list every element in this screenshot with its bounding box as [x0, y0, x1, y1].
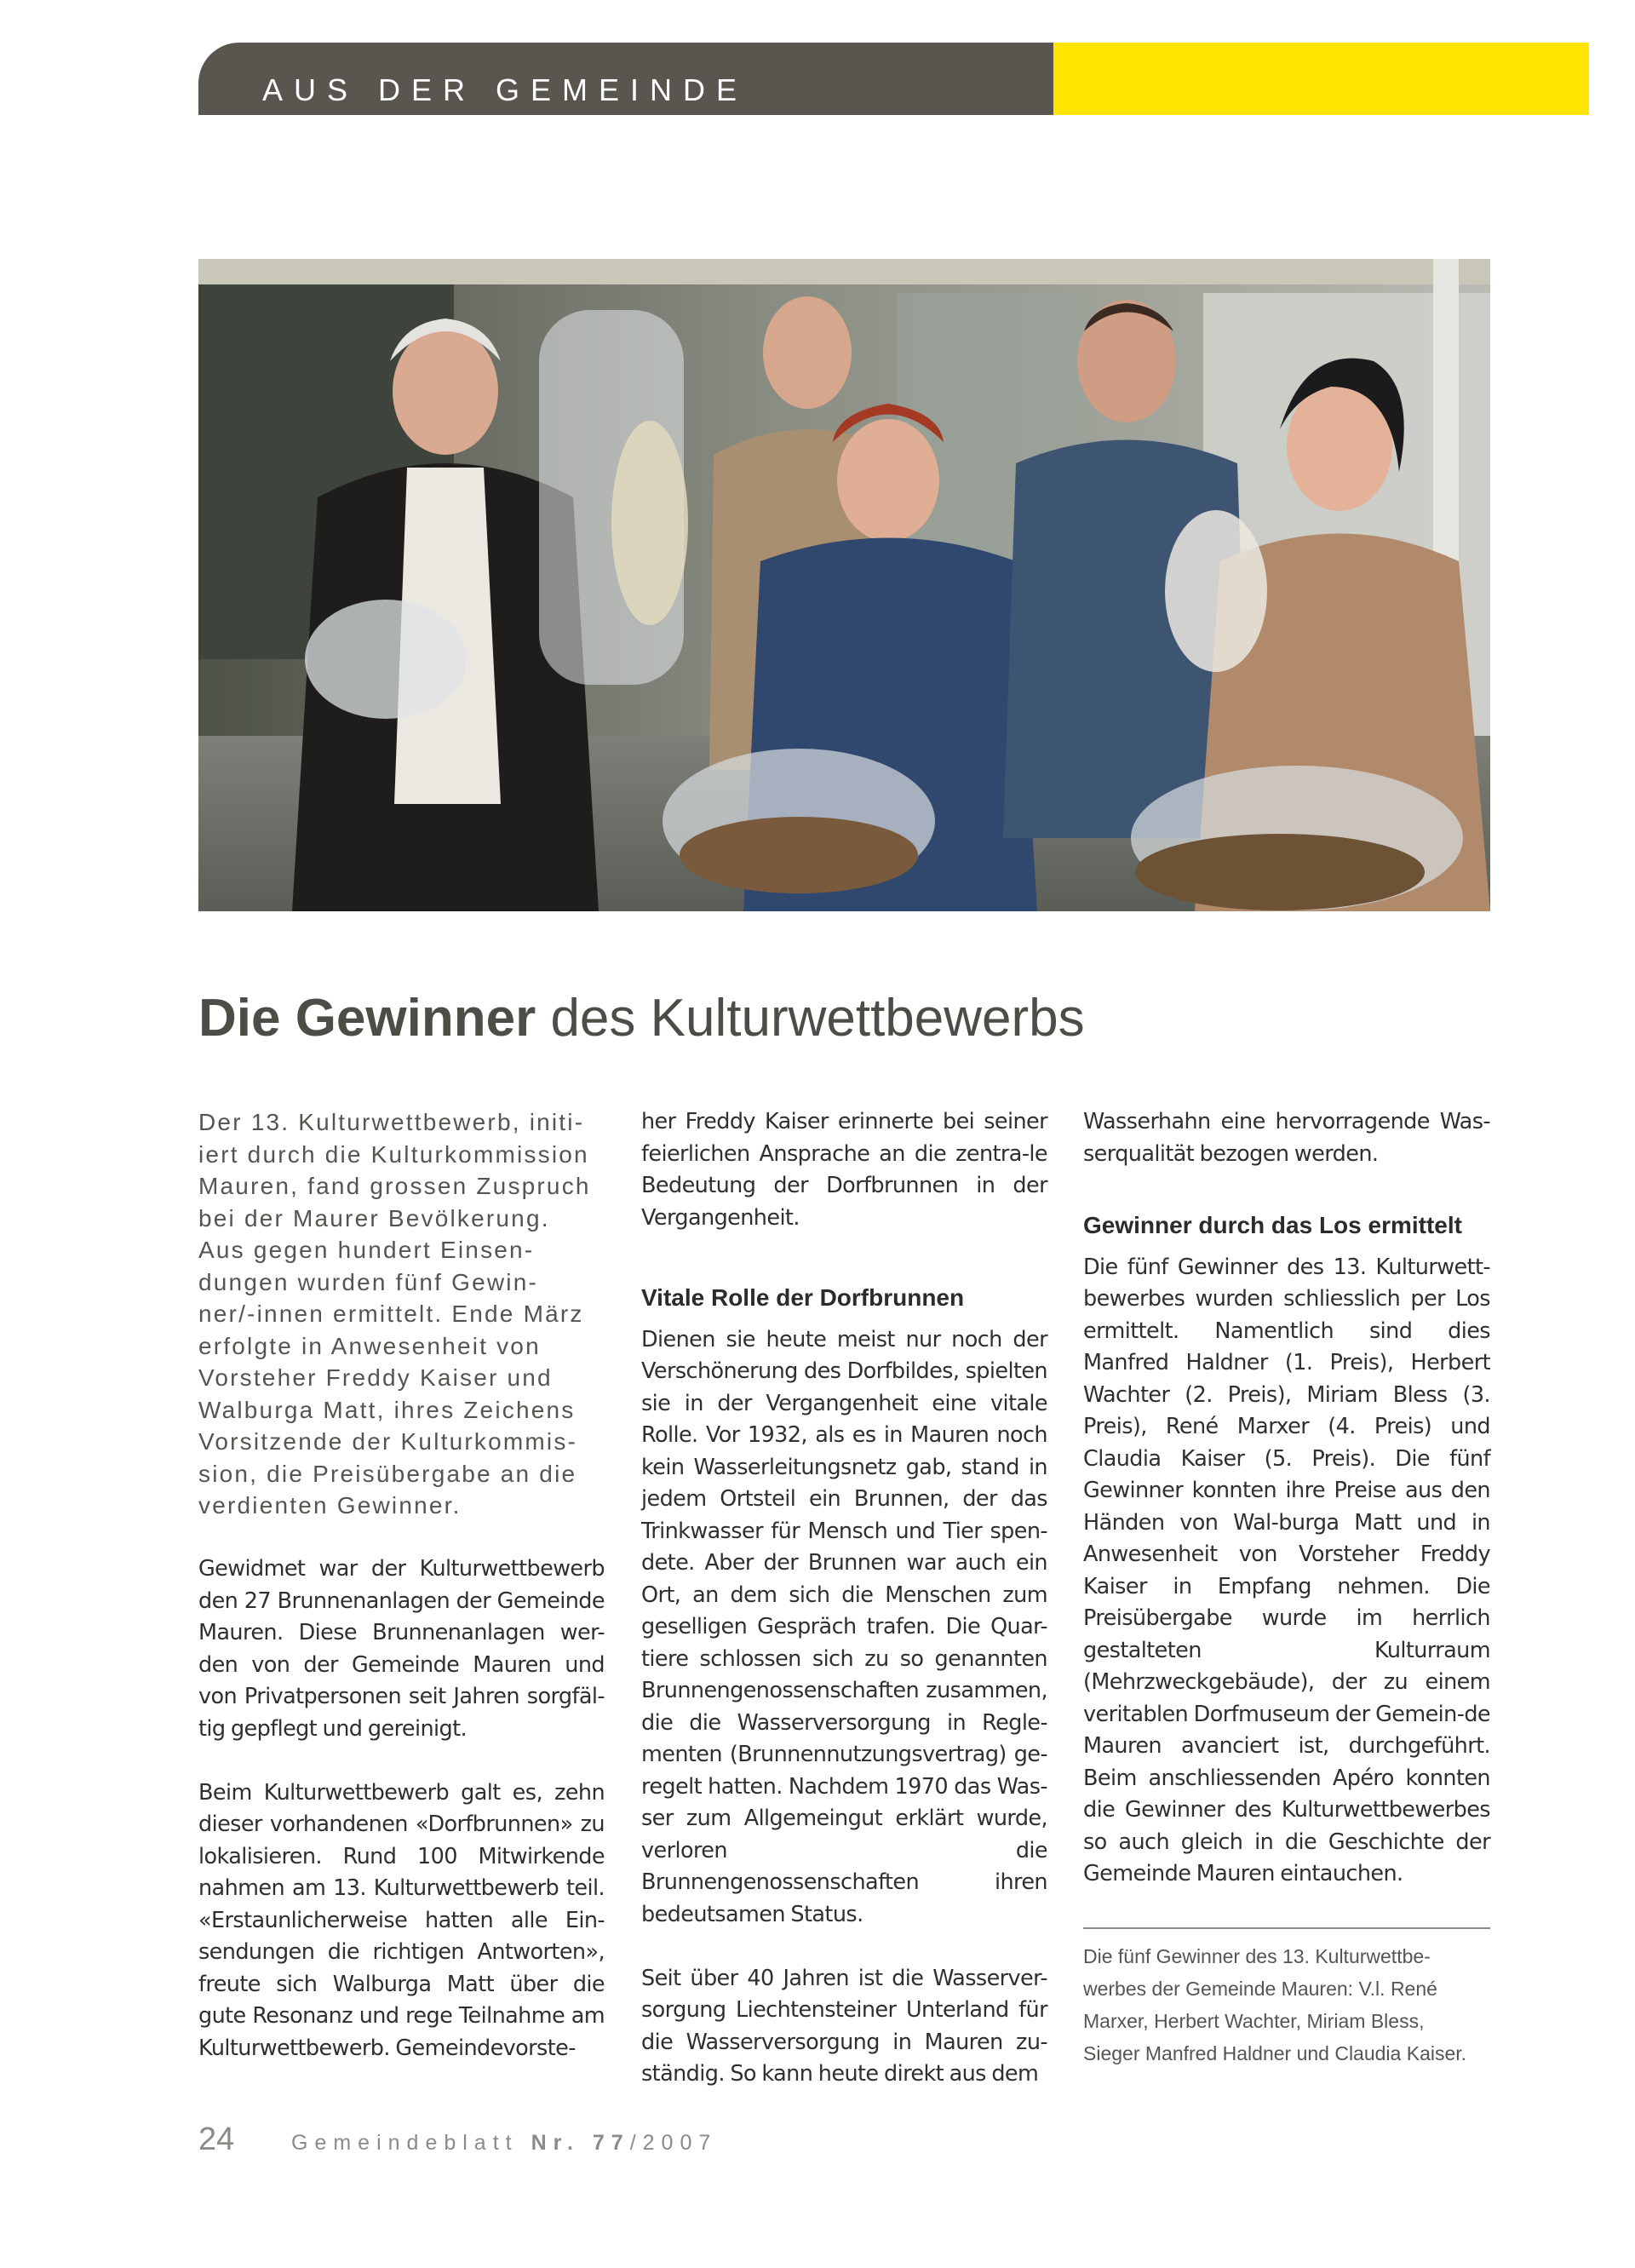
body-paragraph: Seit über 40 Jahren ist die Wasserver-sorgung Liechtensteiner Unterland für die Wasserversorgung in Mauren zu-ständig. So kann heute direkt aus dem: [641, 1965, 1047, 2087]
issue-number: 77: [592, 2131, 630, 2155]
caption-divider: [1083, 1927, 1490, 1929]
body-paragraph: Die fünf Gewinner des 13. Kulturwett-bewerbes wurden schliesslich per Los ermittelt. Namentlich sind dies Manfred Haldner (1. Preis), Herbert Wachter (2. Preis), Miriam Bless (3. Preis), René Marxer (4. Preis) und Claudia Kaiser (5. Preis). Die fünf Gewinner konnten ihre Preise aus den Händen von Wal-burga Matt und in Anwesenheit von Vorsteher Freddy Kaiser in Empfang nehmen. Die Preisübergabe wurde im herrlich gestalteten Kulturraum (Mehrzweckgebäude), der zu einem veritablen Dorfmuseum der Gemein-de Mauren avanciert ist, durchgeführt. Beim anschliessenden Apéro konnten die Gewinner des Kulturwettbewerbes so auch gleich in die Geschichte der Gemeinde Mauren eintauchen.: [1083, 1254, 1490, 1886]
lead-line: Vorsteher Freddy Kaiser und: [198, 1364, 553, 1391]
lead-line: Walburga Matt, ihres Zeichens: [198, 1396, 576, 1423]
page-number: 24: [198, 2122, 235, 2157]
body-paragraph: Wasserhahn eine hervorragende Was-serqualität bezogen werden.: [1083, 1109, 1490, 1167]
section-header-accent: [1053, 43, 1589, 115]
lead-line: Vorsitzende der Kulturkommis-: [198, 1428, 578, 1455]
body-paragraph: Gewidmet war der Kulturwettbewerb den 27 Brunnenanlagen der Gemeinde Mauren. Diese Brunnenanlagen wer-den von der Gemeinde Mauren und von Privatpersonen seit Jahren sorgfäl-tig gepflegt und gereinigt.: [198, 1556, 605, 1742]
issue-year: /2007: [629, 2131, 718, 2155]
body-paragraph: Dienen sie heute meist nur noch der Verschönerung des Dorfbildes, spielten sie in der Vergangenheit eine vitale Rolle. Vor 1932, als es in Mauren noch kein Wasserleitungsnetz gab, stand in jedem Ortsteil ein Brunnen, der das Trinkwasser für Mensch und Tier spen-dete. Aber der Brunnen war auch ein Ort, an dem sich die Menschen zum geselligen Gespräch trafen. Die Quar-tiere schlossen sich zu so genannten Brunnengenossenschaften zusammen, die die Wasserversorgung in Regle-menten (Brunnennutzungsvertrag) ge-regelt hatten. Nachdem 1970 das Was-ser zum Allgemeingut erklärt wurde, verloren die Brunnengenossenschaften ihren bedeutsamen Status.: [641, 1326, 1047, 1927]
headline-rest: des Kulturwettbewerbs: [550, 989, 1085, 1048]
article-headline: [198, 986, 1476, 1051]
body-paragraph: her Freddy Kaiser erinnerte bei seiner feierlichen Ansprache an die zentra-le Bedeutung der Dorfbrunnen in der Vergangenheit.: [641, 1109, 1047, 1231]
magazine-name: Gemeindeblatt: [291, 2131, 519, 2155]
caption-line: Sieger Manfred Haldner und Claudia Kaiser.: [1083, 2042, 1467, 2064]
lead-line: erfolgte in Anwesenheit von: [198, 1332, 541, 1359]
lead-line: ner/-innen ermittelt. Ende März: [198, 1301, 584, 1327]
lead-line: sion, die Preisübergabe an die: [198, 1460, 577, 1487]
lead-paragraph: [198, 1106, 605, 1522]
caption-line: Marxer, Herbert Wachter, Miriam Bless,: [1083, 2010, 1425, 2032]
magazine-footer: [291, 2129, 717, 2156]
body-paragraph: Beim Kulturwettbewerb galt es, zehn dieser vorhandenen «Dorfbrunnen» zu lokalisieren. Rund 100 Mitwirkende nahmen am 13. Kulturwettbewerb teil. «Erstaunlicherweise hatten alle Ein-sendungen die richtigen Antworten», freute sich Walburga Matt über die gute Resonanz und rege Teilnahme am Kulturwettbewerb. Gemeindevorste-: [198, 1779, 605, 2061]
lead-line: iert durch die Kulturkommission: [198, 1140, 589, 1168]
article-photo: [198, 259, 1490, 911]
lead-line: verdienten Gewinner.: [198, 1492, 462, 1519]
article-column-1: [198, 1106, 605, 2064]
lead-line: Aus gegen hundert Einsen-: [198, 1237, 535, 1263]
caption-line: Die fünf Gewinner des 13. Kulturwettbe-: [1083, 1945, 1431, 1967]
photo-caption: [1083, 1940, 1490, 2070]
lead-line: dungen wurden fünf Gewin-: [198, 1268, 538, 1295]
section-title: AUS DER GEMEINDE: [262, 72, 749, 107]
issue-prefix: Nr.: [531, 2131, 580, 2155]
lead-line: Der 13. Kulturwettbewerb, initi-: [198, 1109, 585, 1135]
lead-line: Mauren, fand grossen Zuspruch: [198, 1173, 591, 1199]
group-photo-icon: [198, 259, 1490, 911]
subheading: Gewinner durch das Los ermittelt: [1083, 1212, 1462, 1238]
caption-line: werbes der Gemeinde Mauren: V.l. René: [1083, 1978, 1437, 2000]
article-column-3: [1083, 1106, 1490, 1891]
lead-line: bei der Maurer Bevölkerung.: [198, 1204, 550, 1232]
headline-bold: Die Gewinner: [198, 989, 536, 1048]
article-column-2: [641, 1106, 1047, 2091]
subheading: Vitale Rolle der Dorfbrunnen: [641, 1284, 965, 1311]
